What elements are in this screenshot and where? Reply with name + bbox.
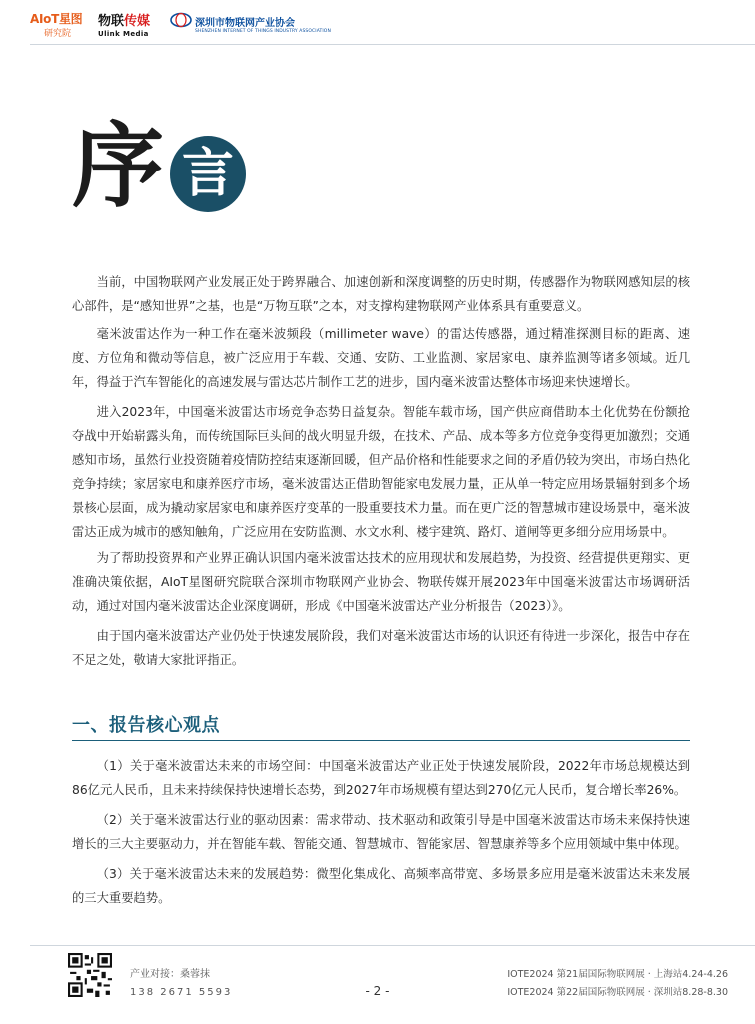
footer-divider [30,945,755,946]
preface-paragraph-4: 为了帮助投资界和产业界正确认识国内毫米波雷达技术的应用现状和发展趋势，为投资、经营提供更翔实、更准确决策依据，AIoT星图研究院联合深圳市物联网产业协会、物联传媒开展2023年中国毫米波雷达市场调研活动，通过对国内毫米波雷达企业深度调研，形成《中国毫米波雷达产业分析报告（2023）》。 [72,551,690,613]
ulink-logo-text [98,10,178,29]
ulink-logo-part-a: 物联 [98,14,125,29]
aiot-logo-subtext: 研究院 [44,29,72,39]
preface-paragraph-1: 当前，中国物联网产业发展正处于跨界融合、加速创新和深度调整的历史时期，传感器作为物联网感知层的核心部件，是“感知世界”之基，也是“万物互联”之本，对支撑构建物联网产业体系具有重要意义。 [72,275,690,313]
sziot-logo [170,10,350,40]
contact-label: 产业对接：桑蓉抹 [130,969,210,980]
ulink-logo-part-b: 传媒 [124,14,151,29]
core-point-2: （2）关于毫米波雷达行业的驱动因素：需求带动、技术驱动和政策引导是中国毫米波雷达市场未来保持快速增长的三大主要驱动力，并在智能车载、智能交通、智慧城市、智能家居、智慧康养等多个应用领域中集中体现。 [72,813,690,851]
preface-paragraph-3: 进入2023年，中国毫米波雷达市场竞争态势日益复杂。智能车载市场，国产供应商借助本土化优势在份额抢夺战中开始崭露头角，而传统国际巨头间的战火明显升级，在技术、产品、成本等多方位竞争变得更加激烈；交通感知市场，虽然行业投资随着疫情防控结束逐渐回暖，但产品价格和性能要求之间的矛盾仍较为突出，市场白热化竞争持续；家居家电和康养医疗市场，毫米波雷达正借助智能家电发展力量，正从单一特定应用场景辐射到多个场景核心层面，成为撬动家居家电和康养医疗变革的一股重要技术力量。而在更广泛的智慧城市建设场景中，毫米波雷达正成为城市的感知触角，广泛应用在安防监测、水文水利、楼宇建筑、路灯、道闸等更多细分应用场景中。 [72,405,690,539]
sziot-logo-subtext: SHENZHEN INTERNET OF THINGS INDUSTRY ASSOCIATION [195,29,331,34]
header-divider [30,44,755,45]
expo-info [507,966,728,1002]
core-point-1: （1）关于毫米波雷达未来的市场空间：中国毫米波雷达产业正处于快速发展阶段，2022年市场总规模达到86亿元人民币，且未来持续保持快速增长态势，到2027年市场规模有望达到270亿元人民币，复合增长率26%。 [72,759,690,797]
sziot-emblem-icon [170,12,192,28]
sziot-logo-text: 深圳市物联网产业协会 [195,18,295,29]
section-divider [72,740,690,741]
contact-phone: 138 2671 5593 [130,987,233,998]
aiot-logo-text: AIoT星图 [30,12,83,26]
preface-paragraph-5: 由于国内毫米波雷达产业仍处于快速发展阶段，我们对毫米波雷达市场的认识还有待进一步深化，报告中存在不足之处，敬请大家批评指正。 [72,629,690,667]
page-title-char-2: 言 [170,136,246,212]
core-point-3: （3）关于毫米波雷达未来的发展趋势：微型化集成化、高频率高带宽、多场景多应用是毫米波雷达未来发展的三大重要趋势。 [72,867,690,905]
page-title-char-1: 序 [72,112,165,220]
aiot-logo [30,10,90,40]
preface-paragraph-2: 毫米波雷达作为一种工作在毫米波频段（millimeter wave）的雷达传感器，通过精准探测目标的距离、速度、方位角和微动等信息，被广泛应用于车载、交通、安防、工业监测、家居家电、康养监测等诸多领域。近几年，得益于汽车智能化的高速发展与雷达芯片制作工艺的进步，国内毫米波雷达整体市场迎来快速增长。 [72,327,690,389]
ulink-logo-subtext: Ulink Media [98,30,149,38]
section-heading: 一、报告核心观点 [72,715,220,736]
expo-line-shenzhen: IOTE2024 第22届国际物联网展 · 深圳站8.28-8.30 [507,987,728,998]
page-number: - 2 - [365,984,390,998]
page-header [30,10,730,46]
expo-line-shanghai: IOTE2024 第21届国际物联网展 · 上海站4.24-4.26 [507,969,728,980]
ulink-media-logo [98,10,178,40]
